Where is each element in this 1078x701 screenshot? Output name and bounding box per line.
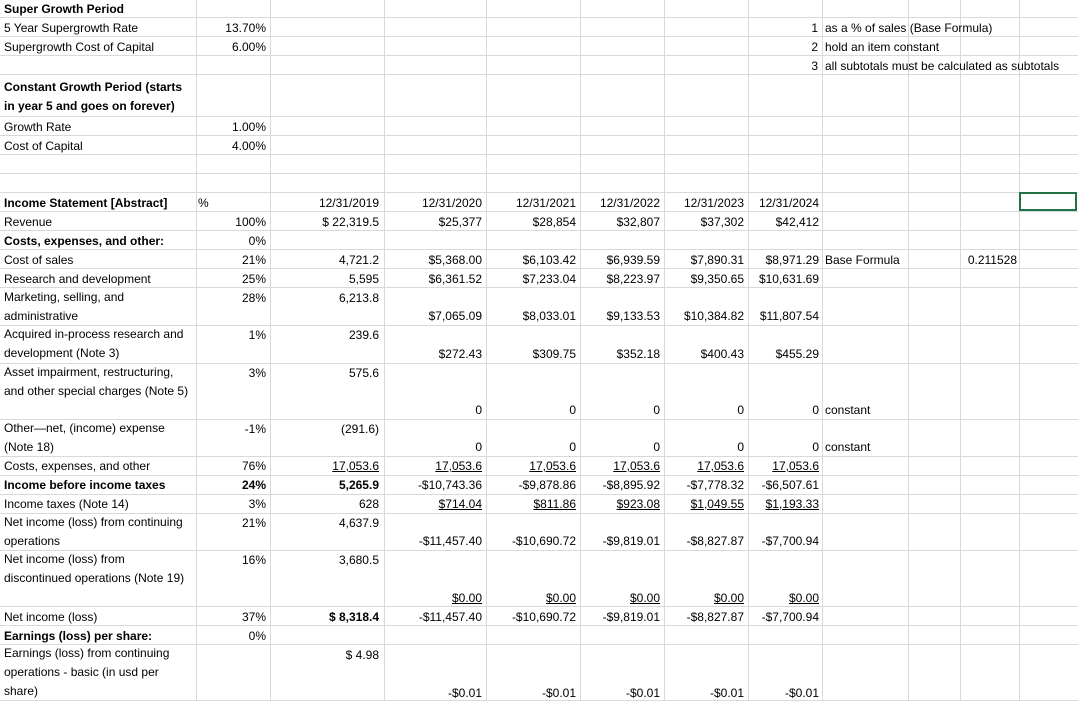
row-label[interactable]: Costs, expenses, and other:	[4, 234, 165, 248]
grid-line	[0, 268, 1078, 269]
constant-label[interactable]: constant	[825, 440, 871, 454]
grid-line	[664, 0, 665, 701]
value-cell[interactable]: $10,384.82	[683, 309, 744, 323]
row-label[interactable]: Other—net, (income) expense (Note 18)	[4, 421, 165, 454]
grid-line	[384, 0, 385, 701]
value-cell[interactable]: 6,213.8	[338, 291, 379, 305]
row-percent[interactable]: 3%	[248, 366, 266, 380]
value-cell[interactable]: (291.6)	[340, 422, 379, 436]
cost-of-capital-label[interactable]: Cost of Capital	[4, 139, 83, 153]
value-cell[interactable]: -$8,895.92	[602, 478, 660, 492]
value-cell[interactable]: 0	[812, 440, 819, 454]
value-cell[interactable]: $0.00	[451, 591, 482, 605]
value-cell[interactable]: 239.6	[348, 328, 379, 342]
row-label[interactable]: Net income (loss) from discontinued operations (Note 19)	[4, 552, 185, 585]
value-cell[interactable]: -$9,878.86	[518, 478, 576, 492]
value-cell[interactable]: -$10,690.72	[511, 534, 576, 548]
grid-line	[196, 0, 197, 701]
date-header[interactable]: 12/31/2019	[318, 196, 379, 210]
percent-header[interactable]: %	[198, 196, 209, 210]
value-cell[interactable]: -$11,457.40	[418, 534, 482, 548]
value-cell[interactable]: 0	[569, 403, 576, 417]
value-cell[interactable]: $42,412	[775, 215, 819, 229]
value-cell[interactable]: -$10,743.36	[417, 478, 482, 492]
value-cell[interactable]: $8,223.97	[606, 272, 660, 286]
value-cell[interactable]: 0	[653, 403, 660, 417]
value-cell[interactable]: 3,680.5	[338, 553, 379, 567]
row-percent[interactable]: 0%	[248, 234, 266, 248]
note-number[interactable]: 3	[811, 59, 818, 73]
row-percent[interactable]: 16%	[241, 553, 266, 567]
row-label[interactable]: Acquired in-process research and development (Note 3)	[4, 327, 184, 360]
base-formula-label[interactable]: Base Formula	[825, 253, 900, 267]
value-cell[interactable]: -$11,457.40	[418, 610, 482, 624]
value-cell[interactable]: -$8,827.87	[686, 534, 744, 548]
value-cell[interactable]: $11,807.54	[759, 309, 819, 323]
value-cell[interactable]: $6,939.59	[606, 253, 660, 267]
row-percent[interactable]: 24%	[241, 478, 266, 492]
grid-line	[0, 74, 1078, 75]
value-cell[interactable]: -$0.01	[447, 686, 482, 700]
constant-growth-title[interactable]: Constant Growth Period (starts in year 5 and goes on forever)	[4, 80, 183, 113]
value-cell[interactable]: $0.00	[713, 591, 744, 605]
row-label[interactable]: Income before income taxes	[4, 478, 166, 492]
value-cell[interactable]: $923.08	[616, 497, 660, 511]
value-cell[interactable]: -$6,507.61	[761, 478, 819, 492]
value-cell[interactable]: $0.00	[629, 591, 660, 605]
value-cell[interactable]: $8,971.29	[765, 253, 819, 267]
value-cell[interactable]: 17,053.6	[435, 459, 482, 473]
row-percent[interactable]: 3%	[248, 497, 266, 511]
row-label[interactable]: Net income (loss) from continuing operations	[4, 515, 183, 548]
value-cell[interactable]: $455.29	[775, 347, 819, 361]
value-cell[interactable]: $7,890.31	[690, 253, 744, 267]
super-rate-label[interactable]: 5 Year Supergrowth Rate	[4, 21, 139, 35]
grid-line	[0, 475, 1078, 476]
value-cell[interactable]: -$9,819.01	[602, 610, 660, 624]
value-cell[interactable]: -$9,819.01	[602, 534, 660, 548]
value-cell[interactable]: $9,350.65	[690, 272, 744, 286]
row-label[interactable]: Net income (loss)	[4, 610, 98, 624]
value-cell[interactable]: $352.18	[616, 347, 660, 361]
value-cell[interactable]: 17,053.6	[613, 459, 660, 473]
grid-line	[960, 0, 961, 701]
date-header[interactable]: 12/31/2020	[421, 196, 482, 210]
grid-line	[486, 0, 487, 701]
row-percent[interactable]: 25%	[241, 272, 266, 286]
grid-line	[0, 173, 1078, 174]
row-label[interactable]: Revenue	[4, 215, 53, 229]
date-header[interactable]: 12/31/2024	[758, 196, 819, 210]
super-growth-title[interactable]: Super Growth Period	[4, 2, 125, 16]
value-cell[interactable]: 0	[569, 440, 576, 454]
grid-line	[0, 211, 1078, 212]
value-cell[interactable]: $9,133.53	[606, 309, 660, 323]
value-cell[interactable]: 0	[812, 403, 819, 417]
grid-line	[0, 494, 1078, 495]
grid-line	[0, 116, 1078, 117]
factor-value[interactable]: 0.211528	[967, 253, 1017, 267]
grid-line	[0, 230, 1078, 231]
row-label[interactable]: Research and development	[4, 272, 151, 286]
value-cell[interactable]: 0	[653, 440, 660, 454]
value-cell[interactable]: 17,053.6	[332, 459, 379, 473]
value-cell[interactable]: $8,033.01	[522, 309, 576, 323]
date-header[interactable]: 12/31/2023	[683, 196, 744, 210]
value-cell[interactable]: $ 4.98	[345, 648, 379, 662]
value-cell[interactable]: $ 8,318.4	[328, 610, 379, 624]
value-cell[interactable]: $1,049.55	[690, 497, 744, 511]
value-cell[interactable]: $714.04	[438, 497, 482, 511]
value-cell[interactable]: $1,193.33	[765, 497, 819, 511]
grid-line	[0, 36, 1078, 37]
grid-line	[0, 154, 1078, 155]
value-cell[interactable]: $32,807	[616, 215, 660, 229]
growth-rate-label[interactable]: Growth Rate	[4, 120, 72, 134]
value-cell[interactable]: -$8,827.87	[686, 610, 744, 624]
grid-line	[908, 0, 909, 701]
grid-line	[270, 0, 271, 701]
row-label[interactable]: Marketing, selling, and administrative	[4, 290, 125, 323]
value-cell[interactable]: -$7,700.94	[761, 534, 819, 548]
value-cell[interactable]: -$0.01	[541, 686, 576, 700]
income-statement-header[interactable]: Income Statement [Abstract]	[4, 196, 168, 210]
value-cell[interactable]: -$7,700.94	[761, 610, 819, 624]
note-text[interactable]: all subtotals must be calculated as subtotals	[825, 59, 1060, 73]
grid-line	[0, 249, 1078, 250]
value-cell[interactable]: 0	[475, 440, 482, 454]
note-number[interactable]: 1	[811, 21, 818, 35]
row-label[interactable]: Earnings (loss) per share:	[4, 629, 153, 643]
grid-line	[0, 606, 1078, 607]
value-cell[interactable]: 5,595	[348, 272, 379, 286]
note-text[interactable]: hold an item constant	[825, 40, 940, 54]
value-cell[interactable]: $37,302	[700, 215, 744, 229]
value-cell[interactable]: $0.00	[788, 591, 819, 605]
grid-line	[0, 17, 1078, 18]
value-cell[interactable]: 0	[475, 403, 482, 417]
value-cell[interactable]: $811.86	[533, 497, 576, 511]
value-cell[interactable]: -$7,778.32	[686, 478, 744, 492]
row-label[interactable]: Income taxes (Note 14)	[4, 497, 129, 511]
value-cell[interactable]: 0	[737, 403, 744, 417]
selected-cell[interactable]	[1019, 192, 1077, 211]
grid-line	[748, 0, 749, 701]
value-cell[interactable]: -$10,690.72	[511, 610, 576, 624]
value-cell[interactable]: $400.43	[700, 347, 744, 361]
value-cell[interactable]: $272.43	[438, 347, 482, 361]
value-cell[interactable]: -$0.01	[625, 686, 660, 700]
value-cell[interactable]: 4,721.2	[338, 253, 379, 267]
value-cell[interactable]: $25,377	[438, 215, 482, 229]
grid-line	[0, 192, 1078, 193]
grid-line	[0, 135, 1078, 136]
grid-line	[1019, 0, 1020, 701]
value-cell[interactable]: $5,368.00	[428, 253, 482, 267]
value-cell[interactable]: $ 22,319.5	[322, 215, 379, 229]
row-percent[interactable]: 21%	[241, 253, 266, 267]
value-cell[interactable]: 4,637.9	[338, 516, 379, 530]
row-percent[interactable]: 21%	[241, 516, 266, 530]
note-text[interactable]: as a % of sales (Base Formula)	[825, 21, 993, 35]
value-cell[interactable]: $6,361.52	[428, 272, 482, 286]
value-cell[interactable]: $10,631.69	[758, 272, 819, 286]
value-cell[interactable]: 575.6	[348, 366, 379, 380]
grid-line	[0, 625, 1078, 626]
super-rate-value[interactable]: 13.70%	[225, 21, 266, 35]
row-percent[interactable]: 37%	[241, 610, 266, 624]
value-cell[interactable]: 17,053.6	[529, 459, 576, 473]
row-percent[interactable]: 0%	[248, 629, 266, 643]
row-label[interactable]: Costs, expenses, and other	[4, 459, 151, 473]
value-cell[interactable]: $7,065.09	[428, 309, 482, 323]
value-cell[interactable]: 0	[737, 440, 744, 454]
value-cell[interactable]: $6,103.42	[522, 253, 576, 267]
row-label[interactable]: Asset impairment, restructuring, and other special charges (Note 5)	[4, 365, 189, 398]
date-header[interactable]: 12/31/2022	[599, 196, 660, 210]
value-cell[interactable]: 17,053.6	[697, 459, 744, 473]
value-cell[interactable]: 5,265.9	[338, 478, 379, 492]
super-coc-label[interactable]: Supergrowth Cost of Capital	[4, 40, 155, 54]
note-number[interactable]: 2	[811, 40, 818, 54]
date-header[interactable]: 12/31/2021	[515, 196, 576, 210]
super-coc-value[interactable]: 6.00%	[231, 40, 266, 54]
row-percent[interactable]: 100%	[235, 215, 266, 229]
value-cell[interactable]: $309.75	[532, 347, 576, 361]
row-label[interactable]: Earnings (loss) from continuing operations - basic (in usd per share)	[4, 646, 170, 698]
value-cell[interactable]: $28,854	[532, 215, 576, 229]
growth-rate-value[interactable]: 1.00%	[231, 120, 266, 134]
value-cell[interactable]: -$0.01	[709, 686, 744, 700]
grid-line	[580, 0, 581, 701]
row-percent[interactable]: 28%	[241, 291, 266, 305]
grid-line	[0, 55, 1078, 56]
value-cell[interactable]: $0.00	[545, 591, 576, 605]
cost-of-capital-value[interactable]: 4.00%	[231, 139, 266, 153]
row-label[interactable]: Cost of sales	[4, 253, 74, 267]
value-cell[interactable]: -$0.01	[784, 686, 819, 700]
value-cell[interactable]: $7,233.04	[522, 272, 576, 286]
grid-line	[822, 0, 823, 701]
row-percent[interactable]: 1%	[248, 328, 266, 342]
constant-label[interactable]: constant	[825, 403, 871, 417]
value-cell[interactable]: 17,053.6	[772, 459, 819, 473]
row-percent[interactable]: -1%	[244, 422, 266, 436]
row-percent[interactable]: 76%	[241, 459, 266, 473]
value-cell[interactable]: 628	[358, 497, 379, 511]
